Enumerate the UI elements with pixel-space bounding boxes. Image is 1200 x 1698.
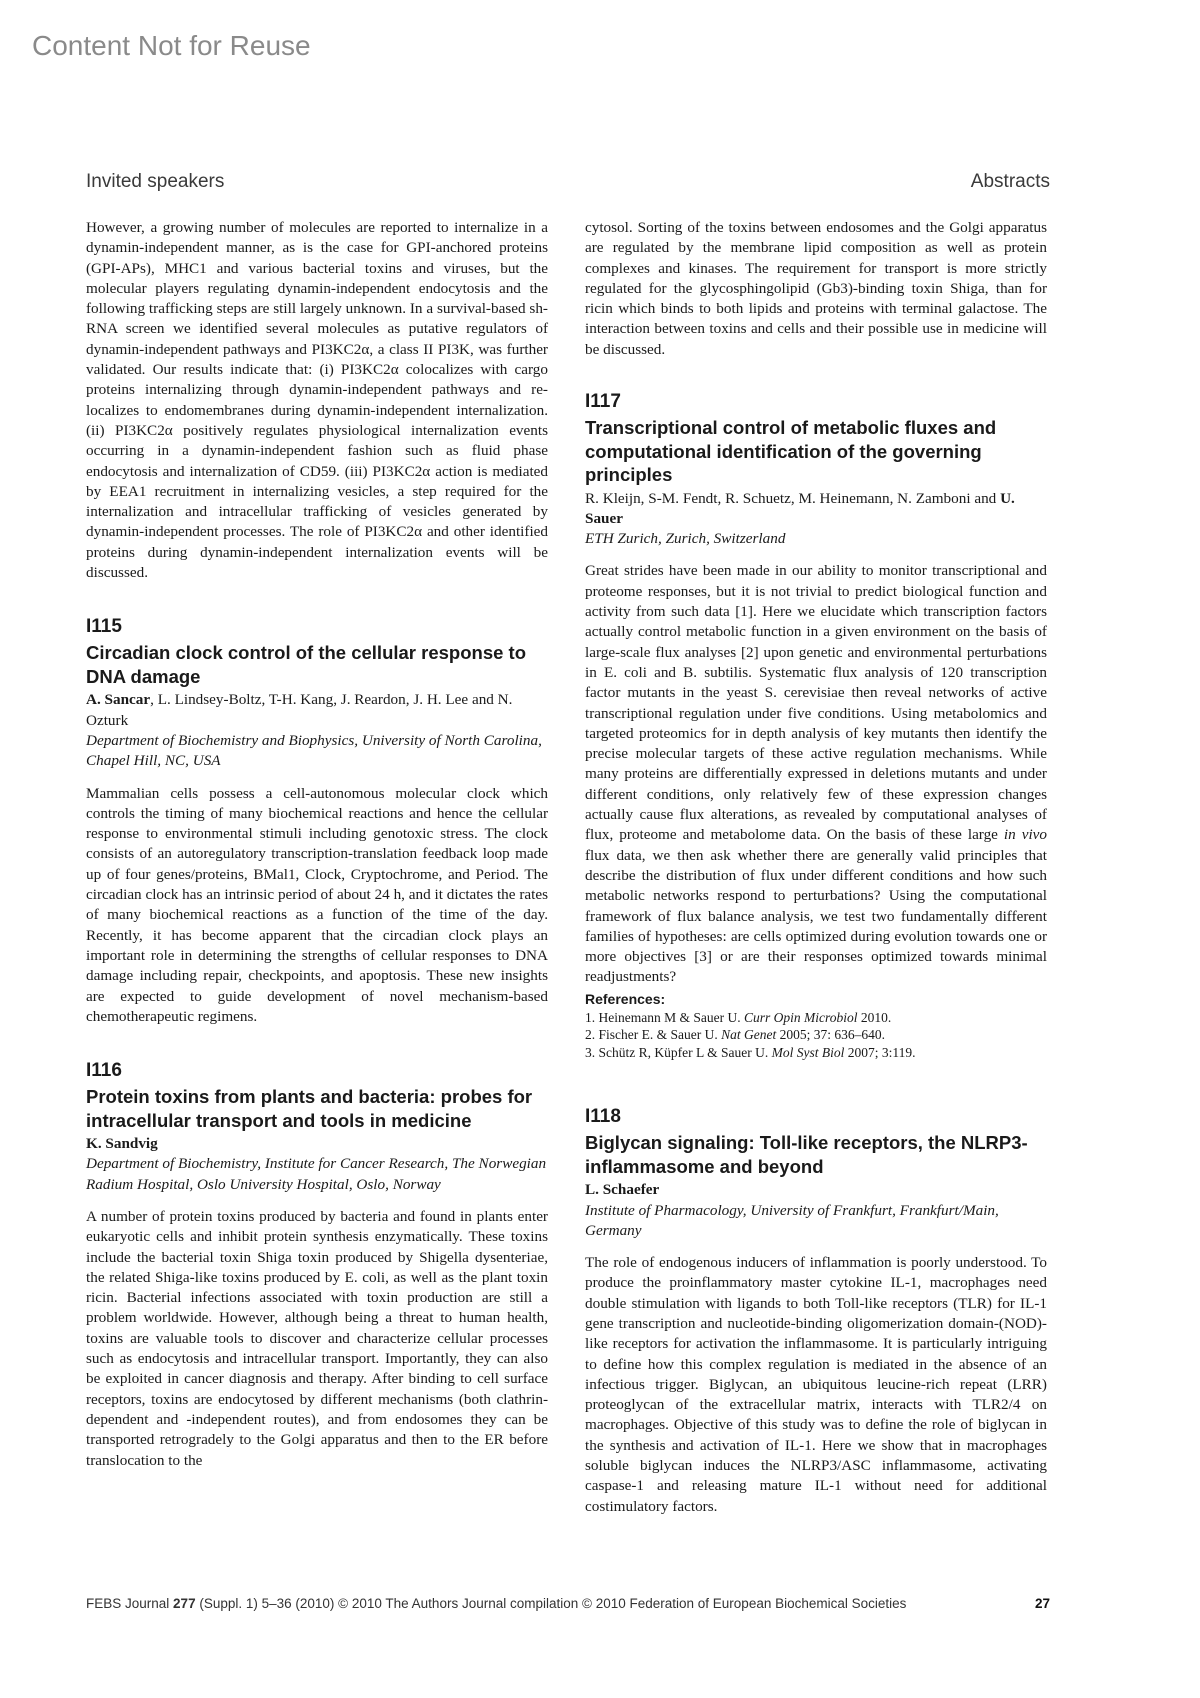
- abstract-authors: [585, 489, 1047, 530]
- abstract-id: I117: [585, 391, 621, 413]
- presenting-author: L. Schaefer: [585, 1181, 660, 1199]
- abstract-body: The role of endogenous inducers of inflammation is poorly understood. To produce the proinflammatory master cytokine IL-1, macrophages need double stimulation with ligands to both Toll-like receptors (TLR) for IL-1 gene transcription and nucleotide-binding oligomerization domain-(NOD)-like receptors for activation the inflammasome. It is particularly intriguing to define how this complex regulation is mediated in the absence of an infectious trigger. Biglycan, an ubiquitous leucine-rich repeat (LRR) proteoglycan of the extracellular matrix, interacts with TLR2/4 on macrophages. Objective of this study was to define the role of biglycan in the synthesis and activation of IL-1. Here we show that in macrophages soluble biglycan induces the NLRP3/ASC inflammasome, activating caspase-1 and releasing mature IL-1 without need for additional costimulatory factors.: [585, 1254, 1047, 1515]
- abstract-affiliation: ETH Zurich, Zurich, Switzerland: [585, 530, 786, 548]
- abstract-authors: [86, 690, 548, 731]
- intro-paragraph: However, a growing number of molecules are reported to internalize in a dynamin-independent manner, as is the case for GPI-anchored proteins (GPI-APs), MHC1 and various bacterial toxins and viruses, but the molecular players regulating dynamin-independent endocytosis and the following trafficking steps are still largely unknown. In a survival-based sh-RNA screen we identified several molecules as putative regulators of dynamin-independent pathways and PI3KC2α, a class II PI3K, was further validated. Our results indicate that: (i) PI3KC2α colocalizes with cargo proteins internalizing through dynamin-independent pathways and re-localizes to endomembranes during dynamin-independent internalization. (ii) PI3KC2α positively regulates physiological internalization events occurring in a dynamin-independent fashion such as fluid phase endocytosis and internalization of CD59. (iii) PI3KC2α action is mediated by EEA1 recruitment in internalizing vesicles, a step required for the internalization and intracellular trafficking of vesicles generated by dynamin-independent processes. The role of PI3KC2α and other identified proteins during dynamin-independent internalization events will be discussed.: [86, 219, 548, 582]
- references-heading: References:: [585, 990, 666, 1007]
- presenting-author: U. Sauer: [585, 489, 1015, 527]
- reference-item: 3. Schütz R, Küpfer L & Sauer U. Mol Syst Biol 2007; 3:119.: [585, 1044, 916, 1060]
- abstract-title: Biglycan signaling: Toll-like receptors, the NLRP3-inflammasome and beyond: [585, 1132, 1028, 1177]
- abstract-id: I115: [86, 616, 122, 638]
- abstract-affiliation: Department of Biochemistry and Biophysics, University of North Carolina, Chapel Hill, NC, USA: [86, 731, 542, 770]
- right-column: [585, 218, 1047, 1517]
- footer-volume: 277: [173, 1596, 196, 1611]
- abstract-body: A number of protein toxins produced by bacteria and found in plants enter eukaryotic cells and inhibit protein synthesis enzymatically. These toxins include the bacterial toxin Shiga toxin produced by Shigella dysenteriae, the related Shiga-like toxins produced by E. coli, as well as the plant toxin ricin. Bacterial infections associated with toxin production are still a problem worldwide. However, although being a threat to human health, toxins are valuable tools to discover and characterize cellular processes such as endocytosis and intracellular transport. Importantly, they can also be exploited in cancer diagnosis and therapy. After binding to cell surface receptors, toxins are endocytosed by different mechanisms (both clathrin-dependent and -independent routes), and from endosomes they can be transported retrogradely to the Golgi apparatus and then to the ER before translocation to the: [86, 1207, 548, 1469]
- abstract-title: Protein toxins from plants and bacteria: probes for intracellular transport and tools in medicine: [86, 1086, 533, 1131]
- body-text: Great strides have been made in our ability to monitor transcriptional and proteome responses, but it is not trivial to predict biological function and activity from such data [1]. Here we elucidate which transcription factors actually control metabolic function in a given environment on the basis of large-scale flux analyses [2] upon genetic and environmental perturbations in E. coli and B. subtilis. Systematic flux analysis of 120 transcription factor mutants in the yeast S. cerevisiae then reveal networks of active transcriptional regulation under five conditions. Using metabolomics and targeted proteomics for in depth analysis of key mutants then identify the precise molecular targets of these active regulation mechanisms. While many proteins are differentially expressed in deletions mutants and under different conditions, only relatively few of these expression changes actually cause flux alterations, as revealed by computational analyses of flux, proteome and metabolome data. On the basis of these large: [585, 562, 1047, 844]
- abstract-body: Mammalian cells possess a cell-autonomous molecular clock which controls the timing of many biochemical reactions and hence the cellular response to environmental stimuli including genotoxic stress. The clock consists of an autoregulatory transcription-translation feedback loop made up of four genes/proteins, BMal1, Clock, Cryptochrome, and Period. The circadian clock has an intrinsic period of about 24 h, and it dictates the rates of many biochemical reactions as a function of the time of the day. Recently, it has become apparent that the circadian clock plays an important role in determining the strengths of cellular responses to DNA damage including repair, checkpoints, and apoptosis. These new insights are expected to guide development of novel mechanism-based chemotherapeutic regimens.: [86, 784, 548, 1025]
- abstract-i116: [86, 1059, 548, 1471]
- abstract-title: Transcriptional control of metabolic fluxes and computational identification of the governing principles: [585, 417, 997, 486]
- reference-item: 2. Fischer E. & Sauer U. Nat Genet 2005; 37: 636–640.: [585, 1027, 885, 1043]
- continued-paragraph: cytosol. Sorting of the toxins between endosomes and the Golgi apparatus are regulated by the membrane lipid composition as well as protein complexes and kinases. The requirement for transport is more strictly regulated for the glycosphingolipid (Gb3)-binding toxin Shiga, than for ricin which binds to both lipids and proteins with terminal galactose. The interaction between toxins and cells and their possible use in medicine will be discussed.: [585, 219, 1047, 358]
- body-text: flux data, we then ask whether there are generally valid principles that describe the distribution of flux under different conditions and how such metabolic networks respond to perturbations? Using the computational framework of flux balance analysis, we test two fundamentally different families of hypotheses: are cells optimized during evolution towards one or more objectives [3] or are their responses optimized towards minimal readjustments?: [585, 846, 1047, 986]
- abstract-id: I118: [585, 1106, 621, 1128]
- running-head-left: Invited speakers: [86, 171, 225, 192]
- abstract-title: Circadian clock control of the cellular response to DNA damage: [86, 642, 526, 687]
- left-column: [86, 218, 548, 1471]
- presenting-author: K. Sandvig: [86, 1135, 158, 1153]
- abstract-i118: [585, 1105, 1047, 1517]
- co-authors: R. Kleijn, S-M. Fendt, R. Schuetz, M. Heinemann, N. Zamboni and: [585, 489, 1001, 507]
- abstract-i115: [86, 615, 548, 1027]
- abstract-affiliation: Department of Biochemistry, Institute for Cancer Research, The Norwegian Radium Hospital, Oslo University Hospital, Oslo, Norway: [86, 1155, 547, 1193]
- abstract-authors: [86, 1134, 548, 1154]
- running-head-right: Abstracts: [970, 171, 1050, 192]
- footer-citation: (Suppl. 1) 5–36 (2010) © 2010 The Authors Journal compilation © 2010 Federation of European Biochemical Societies: [195, 1596, 907, 1611]
- footer-journal: FEBS Journal: [86, 1596, 174, 1611]
- presenting-author: A. Sancar: [86, 691, 151, 709]
- page-footer: [86, 1596, 1050, 1611]
- watermark: Content Not for Reuse: [32, 30, 311, 61]
- co-authors: , L. Lindsey-Boltz, T-H. Kang, J. Reardon, J. H. Lee and N. Ozturk: [86, 691, 513, 729]
- abstract-authors: [585, 1180, 1047, 1200]
- abstract-i117: [585, 390, 1047, 1061]
- abstract-id: I116: [86, 1060, 122, 1082]
- page-number: 27: [1034, 1596, 1050, 1611]
- abstract-body: [585, 561, 1047, 987]
- abstract-affiliation: Institute of Pharmacology, University of Frankfurt, Frankfurt/Main, Germany: [585, 1201, 999, 1239]
- reference-item: 1. Heinemann M & Sauer U. Curr Opin Microbiol 2010.: [585, 1009, 892, 1025]
- body-italic: in vivo: [1003, 826, 1047, 844]
